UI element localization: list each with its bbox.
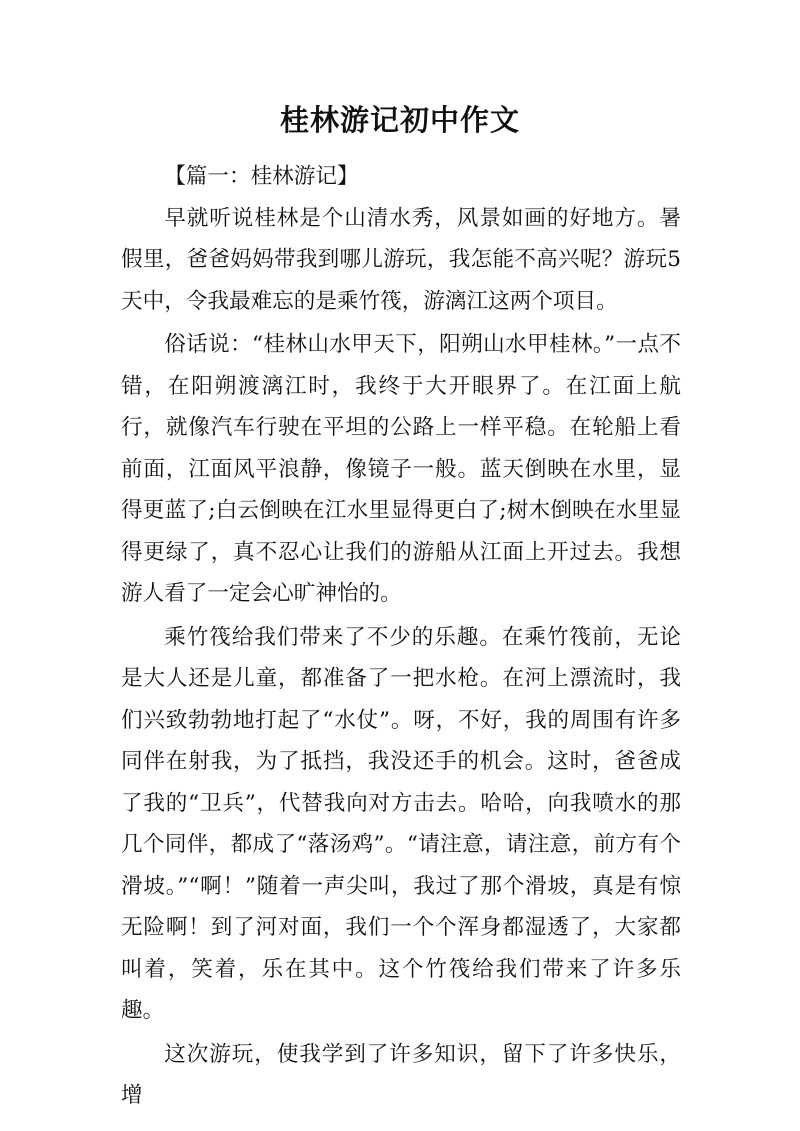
- essay-body: [121, 156, 681, 1119]
- section-heading: 【篇一：桂林游记】: [164, 164, 359, 189]
- paragraph: 俗话说：“桂林山水甲天下，阳朔山水甲桂林。”一点不错，在阳朔渡漓江时，我终于大开眼界了。在江面上航行，就像汽车行驶在平坦的公路上一样平稳。在轮船上看前面，江面风平浪静，像镜子一般。蓝天倒映在水里，显得更蓝了;白云倒映在江水里显得更白了;树木倒映在水里显得更绿了，真不忍心让我们的游船从江面上开过去。我想游人看了一定会心旷神怡的。: [121, 332, 681, 606]
- page-title: 桂林游记初中作文: [279, 103, 520, 137]
- paragraph: 这次游玩，使我学到了许多知识，留下了许多快乐，增: [121, 1041, 681, 1108]
- paragraph: 乘竹筏给我们带来了不少的乐趣。在乘竹筏前，无论是大人还是儿童，都准备了一把水枪。在河上漂流时，我们兴致勃勃地打起了“水仗”。呀，不好，我的周围有许多同伴在射我，为了抵挡，我没还手的机会。这时，爸爸成了我的“卫兵”，代替我向对方击去。哈哈，向我喷水的那几个同伴，都成了“落汤鸡”。“请注意，请注意，前方有个滑坡。”“啊！”随着一声尖叫，我过了那个滑坡，真是有惊无险啊！到了河对面，我们一个个浑身都湿透了，大家都叫着，笑着，乐在其中。这个竹筏给我们带来了许多乐趣。: [121, 624, 681, 1023]
- paragraph: 早就听说桂林是个山清水秀，风景如画的好地方。暑假里，爸爸妈妈带我到哪儿游玩，我怎能不高兴呢？游玩5天中，令我最难忘的是乘竹筏，游漓江这两个项目。: [121, 205, 681, 314]
